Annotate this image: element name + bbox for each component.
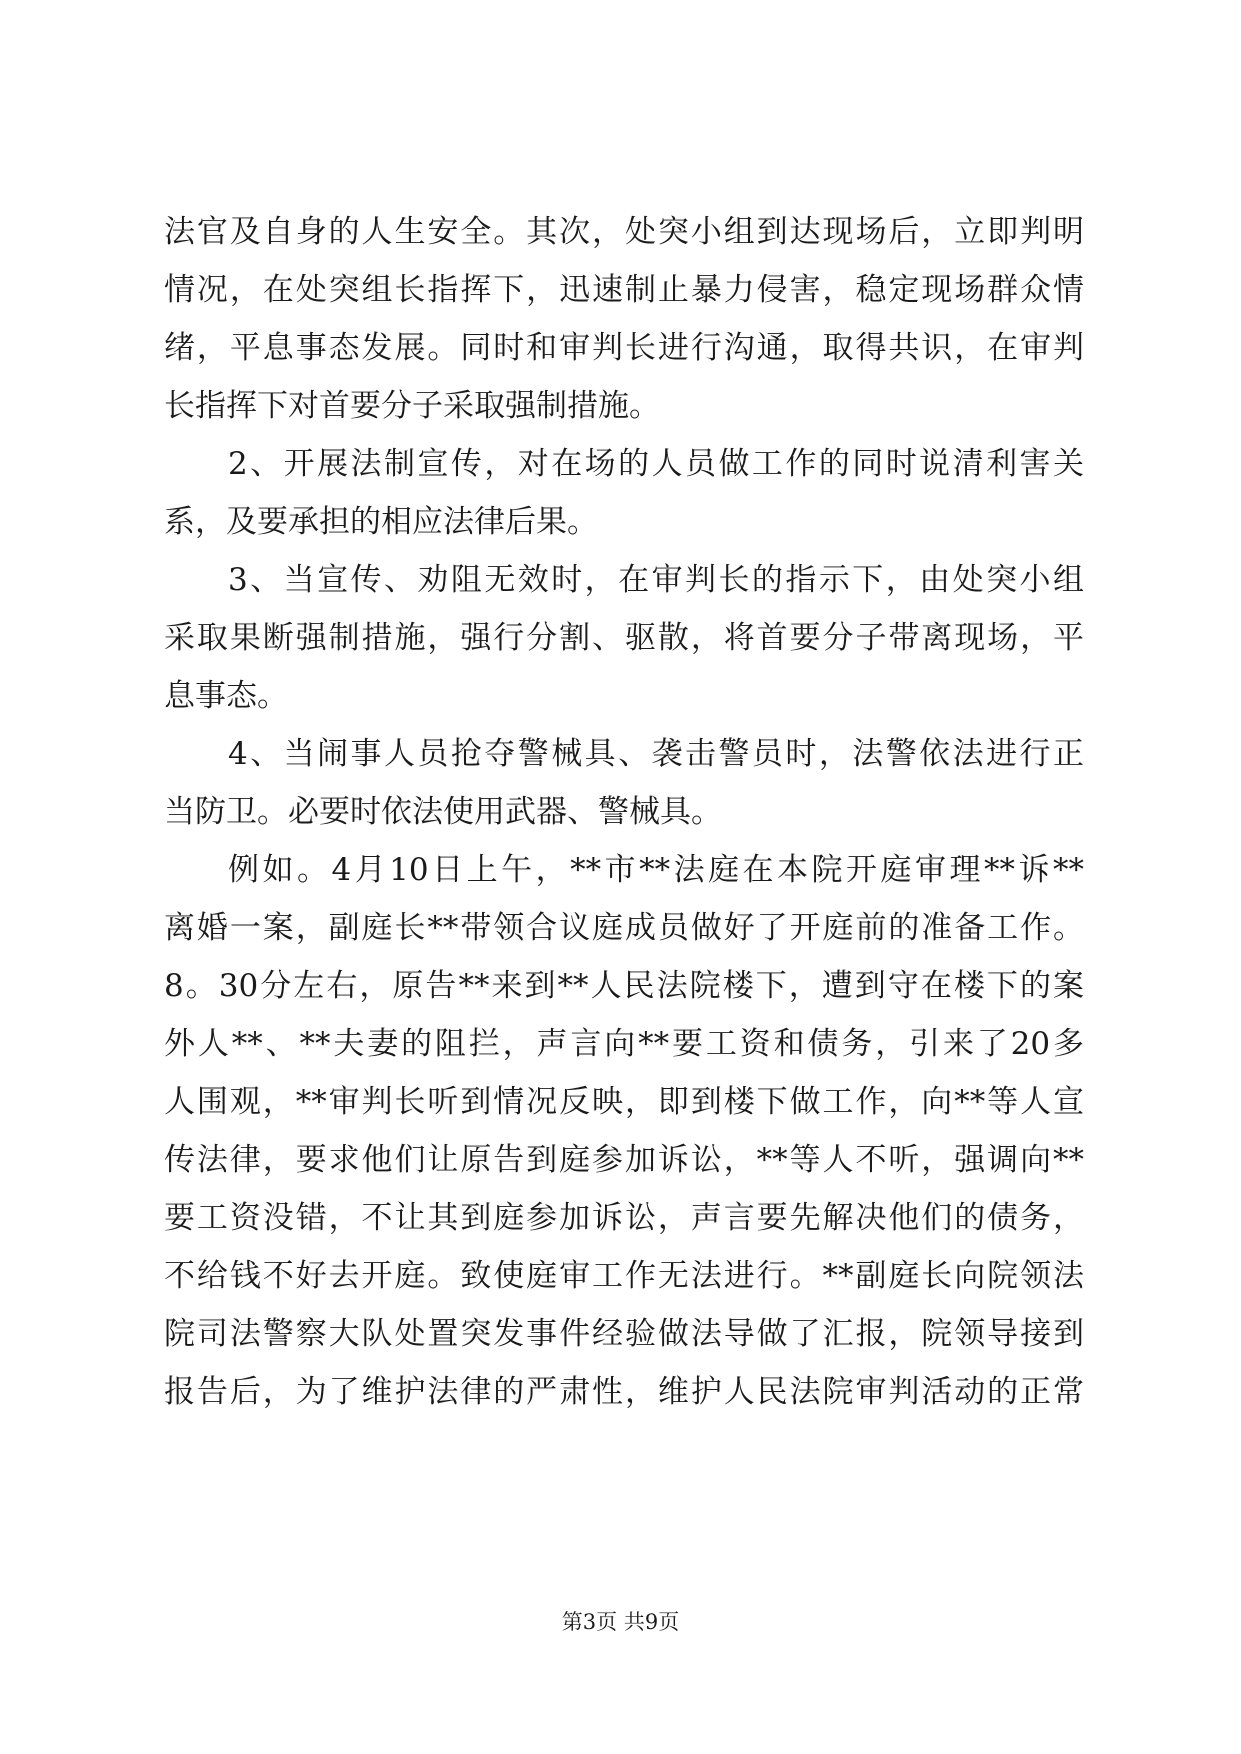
body-text-line: 绪，平息事态发展。同时和审判长进行沟通，取得共识，在审判: [164, 330, 1084, 366]
body-text-line: 系，及要承担的相应法律后果。: [164, 504, 598, 540]
body-text-line: 传法律，要求他们让原告到庭参加诉讼，**等人不听，强调向**: [164, 1142, 1084, 1178]
body-text-line: 离婚一案，副庭长**带领合议庭成员做好了开庭前的准备工作。: [164, 910, 1084, 946]
body-text-line: 不给钱不好去开庭。致使庭审工作无法进行。**副庭长向院领法: [164, 1258, 1084, 1294]
page-number-footer: 第3页 共9页: [561, 1610, 680, 1634]
body-text-line: 报告后，为了维护法律的严肃性，维护人民法院审判活动的正常: [164, 1374, 1084, 1410]
body-text-line: 法官及自身的人生安全。其次，处突小组到达现场后，立即判明: [164, 214, 1084, 250]
body-text-line: 息事态。: [164, 678, 288, 714]
body-text-line: 外人**、**夫妻的阻拦，声言向**要工资和债务，引来了20多: [164, 1026, 1084, 1062]
body-text-line: 情况，在处突组长指挥下，迅速制止暴力侵害，稳定现场群众情: [164, 272, 1084, 308]
body-text-line: 长指挥下对首要分子采取强制措施。: [164, 388, 660, 424]
paragraph-line: 2、开展法制宣传，对在场的人员做工作的同时说清利害关: [228, 446, 1084, 482]
body-text-line: 8。30分左右，原告**来到**人民法院楼下，遭到守在楼下的案: [164, 968, 1084, 1004]
body-text-line: 人围观，**审判长听到情况反映，即到楼下做工作，向**等人宣: [164, 1084, 1084, 1120]
paragraph-line: 4、当闹事人员抢夺警械具、袭击警员时，法警依法进行正: [228, 736, 1084, 772]
paragraph-line: 3、当宣传、劝阻无效时，在审判长的指示下，由处突小组: [228, 562, 1084, 598]
body-text-line: 当防卫。必要时依法使用武器、警械具。: [164, 794, 722, 830]
body-text-line: 采取果断强制措施，强行分割、驱散，将首要分子带离现场，平: [164, 620, 1084, 656]
paragraph-line: 例如。4月10日上午，**市**法庭在本院开庭审理**诉**: [228, 852, 1084, 888]
body-text-line: 要工资没错，不让其到庭参加诉讼，声言要先解决他们的债务，: [164, 1200, 1084, 1236]
body-text-line: 院司法警察大队处置突发事件经验做法导做了汇报，院领导接到: [164, 1316, 1084, 1352]
